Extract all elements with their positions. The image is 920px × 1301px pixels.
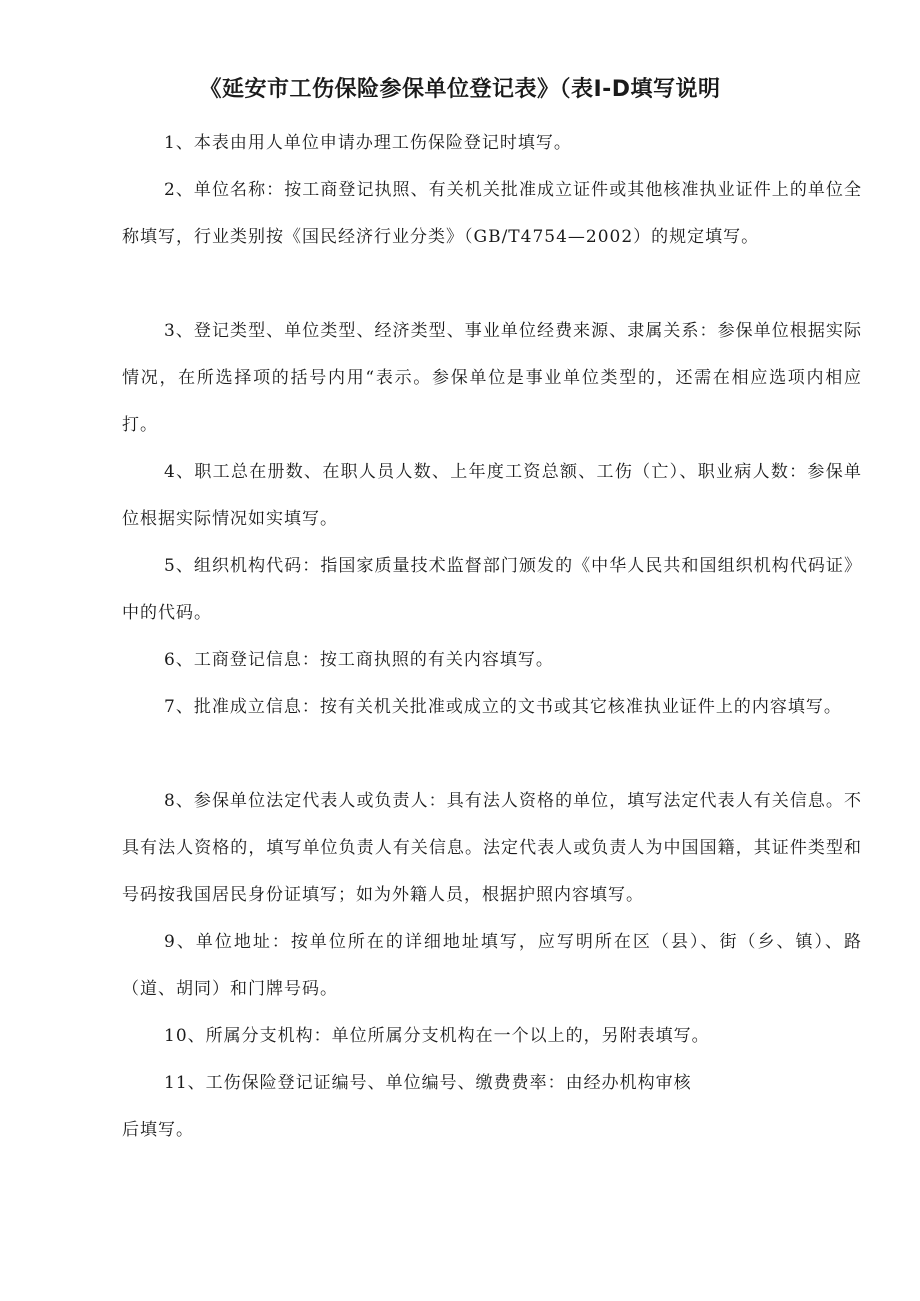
instruction-item-1: 1、本表由用人单位申请办理工伤保险登记时填写。 bbox=[164, 133, 572, 153]
instruction-item-4: 4、职工总在册数、在职人员人数、上年度工资总额、工伤（亡）、职业病人数：参保单位根据实际情况如实填写。 bbox=[122, 462, 862, 529]
instruction-item-9: 9、单位地址：按单位所在的详细地址填写，应写明所在区（县）、街（乡、镇）、路（道、胡同）和门牌号码。 bbox=[122, 932, 862, 999]
document-title: 《延安市工伤保险参保单位登记表》（表I-D填写说明 bbox=[199, 77, 721, 102]
instruction-item-5: 5、组织机构代码：指国家质量技术监督部门颁发的《中华人民共和国组织机构代码证》中的代码。 bbox=[122, 556, 862, 623]
instruction-item-3: 3、登记类型、单位类型、经济类型、事业单位经费来源、隶属关系：参保单位根据实际情况，在所选择项的括号内用“表示。参保单位是事业单位类型的，还需在相应选项内相应打。 bbox=[122, 321, 862, 435]
instruction-item-8: 8、参保单位法定代表人或负责人：具有法人资格的单位，填写法定代表人有关信息。不具有法人资格的，填写单位负责人有关信息。法定代表人或负责人为中国国籍，其证件类型和号码按我国居民身份证填写；如为外籍人员，根据护照内容填写。 bbox=[122, 791, 862, 905]
instruction-item-11: 11、工伤保险登记证编号、单位编号、缴费费率：由经办机构审核 bbox=[164, 1073, 692, 1093]
instruction-item-11-tail: 后填写。 bbox=[122, 1120, 194, 1140]
instruction-item-2: 2、单位名称：按工商登记执照、有关机关批准成立证件或其他核准执业证件上的单位全称填写，行业类别按《国民经济行业分类》（GB/T4754—2002）的规定填写。 bbox=[122, 180, 862, 247]
instruction-item-10: 10、所属分支机构：单位所属分支机构在一个以上的，另附表填写。 bbox=[164, 1026, 710, 1046]
instruction-item-7: 7、批准成立信息：按有关机关批准或成立的文书或其它核准执业证件上的内容填写。 bbox=[164, 697, 842, 717]
instruction-item-6: 6、工商登记信息：按工商执照的有关内容填写。 bbox=[164, 650, 554, 670]
